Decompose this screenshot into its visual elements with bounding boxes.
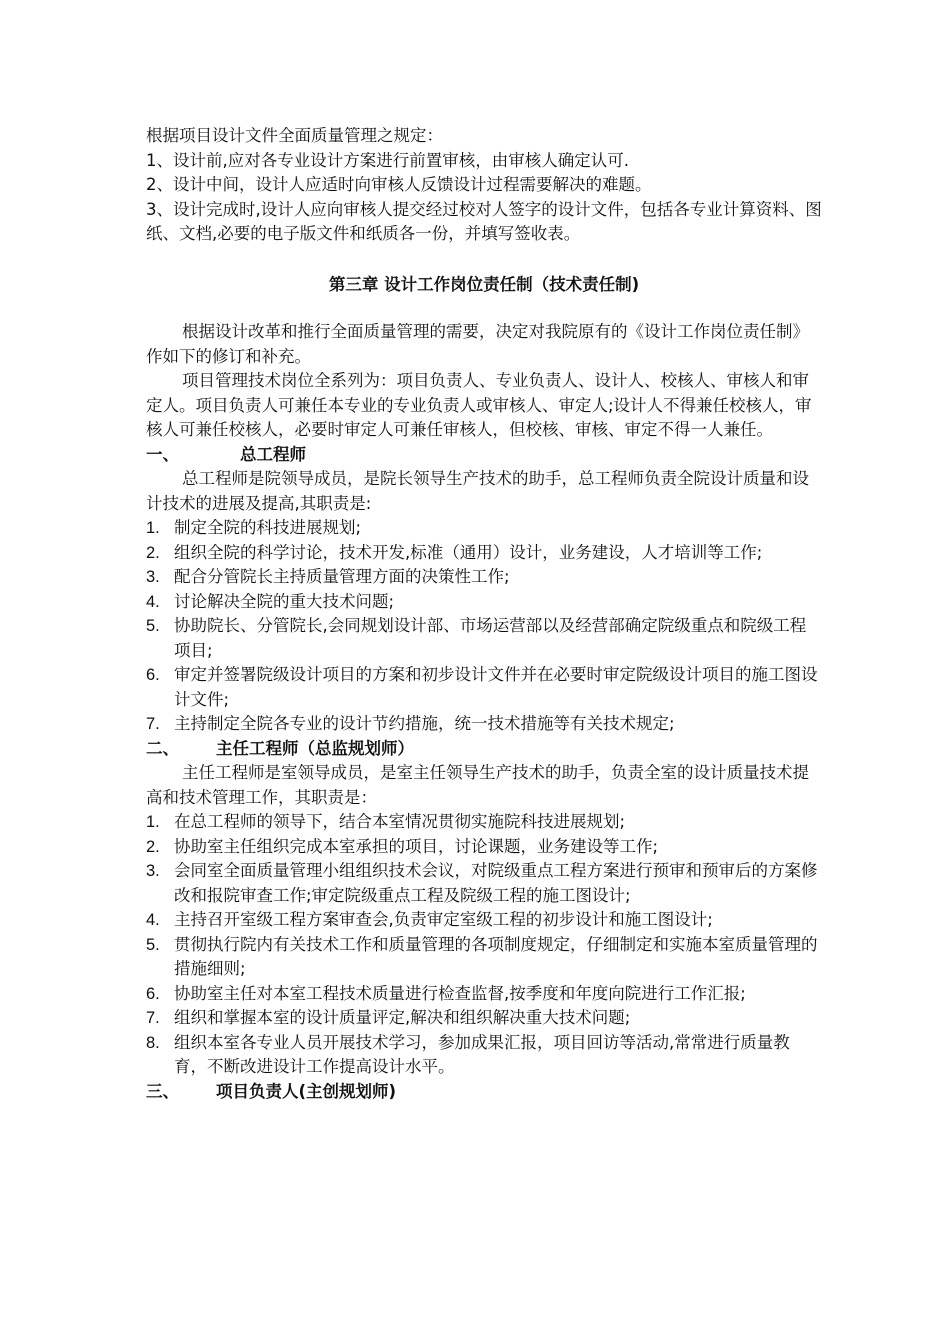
list-item <box>146 590 822 615</box>
list-item <box>146 810 822 835</box>
list-item-text: 主持召开室级工程方案审查会,负责审定室级工程的初步设计和施工图设计; <box>174 910 713 929</box>
section-title: 项目负责人(主创规划师) <box>216 1081 397 1101</box>
section-number: 三、 <box>146 1081 179 1101</box>
list-item-text: 组织和掌握本室的设计质量评定,解决和组织解决重大技术问题; <box>174 1008 631 1027</box>
chapter-paragraph-2: 项目管理技术岗位全系列为：项目负责人、专业负责人、设计人、校核人、审核人和审定人。项目负责人可兼任本专业的专业负责人或审核人、审定人;设计人不得兼任校核人，审核人可兼任校核人，必要时审定人可兼任审核人，但校核、审核、审定不得一人兼任。 <box>146 371 812 439</box>
section-number: 二、 <box>146 738 179 758</box>
section-description: 总工程师是院领导成员，是院长领导生产技术的助手，总工程师负责全院设计质量和设计技术的进展及提高,其职责是: <box>146 469 809 513</box>
list-marker: 1. <box>146 813 160 831</box>
list-marker: 2. <box>146 837 160 856</box>
list-item <box>146 982 822 1007</box>
list-marker: 2. <box>146 543 160 562</box>
list-marker: 7. <box>146 715 160 733</box>
list-item <box>146 1031 822 1080</box>
list-marker: 5. <box>146 935 160 954</box>
list-item <box>146 541 822 566</box>
intro-rule-3: 3、设计完成时,设计人应向审核人提交经过校对人签字的设计文件，包括各专业计算资料、图纸、文档,必要的电子版文件和纸质各一份，并填写签收表。 <box>146 199 822 243</box>
list-marker: 4. <box>146 911 160 929</box>
list-marker: 3. <box>146 568 160 586</box>
chapter-paragraph-1: 根据设计改革和推行全面质量管理的需要，决定对我院原有的《设计工作岗位责任制》作如下的修订和补充。 <box>146 322 809 366</box>
list-item-text: 在总工程师的领导下，结合本室情况贯彻实施院科技进展规划; <box>174 812 626 831</box>
list-marker: 7. <box>146 1009 160 1027</box>
list-marker: 3. <box>146 862 160 880</box>
list-marker: 5. <box>146 617 160 635</box>
list-item <box>146 835 822 860</box>
list-item-text: 协助室主任组织完成本室承担的项目，讨论课题，业务建设等工作; <box>174 836 659 856</box>
section-title: 主任工程师（总监规划师） <box>216 738 414 758</box>
list-item-text: 协助室主任对本室工程技术质量进行检查监督,按季度和年度向院进行工作汇报; <box>174 983 746 1003</box>
chapter-title: 第三章 设计工作岗位责任制（技术责任制) <box>328 274 640 294</box>
intro-rule-2: 2、设计中间，设计人应适时向审核人反馈设计过程需要解决的难题。 <box>146 175 652 194</box>
document-page <box>146 124 822 1104</box>
section-number: 一、 <box>146 444 179 464</box>
list-item-text: 协助院长、分管院长,会同规划设计部、市场运营部以及经营部确定院级重点和院级工程项目; <box>174 616 807 660</box>
list-marker: 6. <box>146 666 160 684</box>
section-heading-project-lead <box>146 1080 822 1105</box>
list-item <box>146 663 822 712</box>
duty-list-chief-engineer <box>146 516 822 737</box>
list-item <box>146 516 822 541</box>
list-item-text: 主持制定全院各专业的设计节约措施，统一技术措施等有关技术规定; <box>174 714 675 733</box>
intro-rule-1: 1、设计前,应对各专业设计方案进行前置审核，由审核人确定认可. <box>146 150 629 170</box>
section-heading-director-engineer <box>146 737 822 762</box>
list-item-text: 贯彻执行院内有关技术工作和质量管理的各项制度规定，仔细制定和实施本室质量管理的措施细则; <box>174 934 818 978</box>
list-item <box>146 614 822 663</box>
list-item <box>146 565 822 590</box>
list-item <box>146 859 822 908</box>
list-item <box>146 933 822 982</box>
list-item-text: 审定并签署院级设计项目的方案和初步设计文件并在必要时审定院级设计项目的施工图设计文件; <box>174 665 818 709</box>
section-description: 主任工程师是室领导成员，是室主任领导生产技术的助手，负责全室的设计质量技术提高和技术管理工作，其职责是： <box>146 763 809 807</box>
list-item-text: 制定全院的科技进展规划; <box>174 518 362 537</box>
list-marker: 6. <box>146 984 160 1003</box>
list-marker: 8. <box>146 1033 160 1052</box>
list-item <box>146 712 822 737</box>
list-item-text: 讨论解决全院的重大技术问题; <box>174 591 395 611</box>
list-marker: 4. <box>146 592 160 611</box>
list-item <box>146 1006 822 1031</box>
section-heading-chief-engineer <box>146 443 822 468</box>
list-marker: 1. <box>146 519 160 537</box>
duty-list-director-engineer <box>146 810 822 1080</box>
intro-lead: 根据项目设计文件全面质量管理之规定： <box>146 126 443 145</box>
section-title: 总工程师 <box>240 444 306 464</box>
list-item-text: 组织全院的科学讨论，技术开发,标准（通用）设计，业务建设，人才培训等工作; <box>174 542 763 562</box>
list-item-text: 配合分管院长主持质量管理方面的决策性工作; <box>174 567 510 586</box>
list-item <box>146 908 822 933</box>
list-item-text: 会同室全面质量管理小组组织技术会议，对院级重点工程方案进行预审和预审后的方案修改和报院审查工作;审定院级重点工程及院级工程的施工图设计; <box>174 861 818 905</box>
list-item-text: 组织本室各专业人员开展技术学习，参加成果汇报，项目回访等活动,常常进行质量教育，不断改进设计工作提高设计水平。 <box>174 1032 790 1076</box>
